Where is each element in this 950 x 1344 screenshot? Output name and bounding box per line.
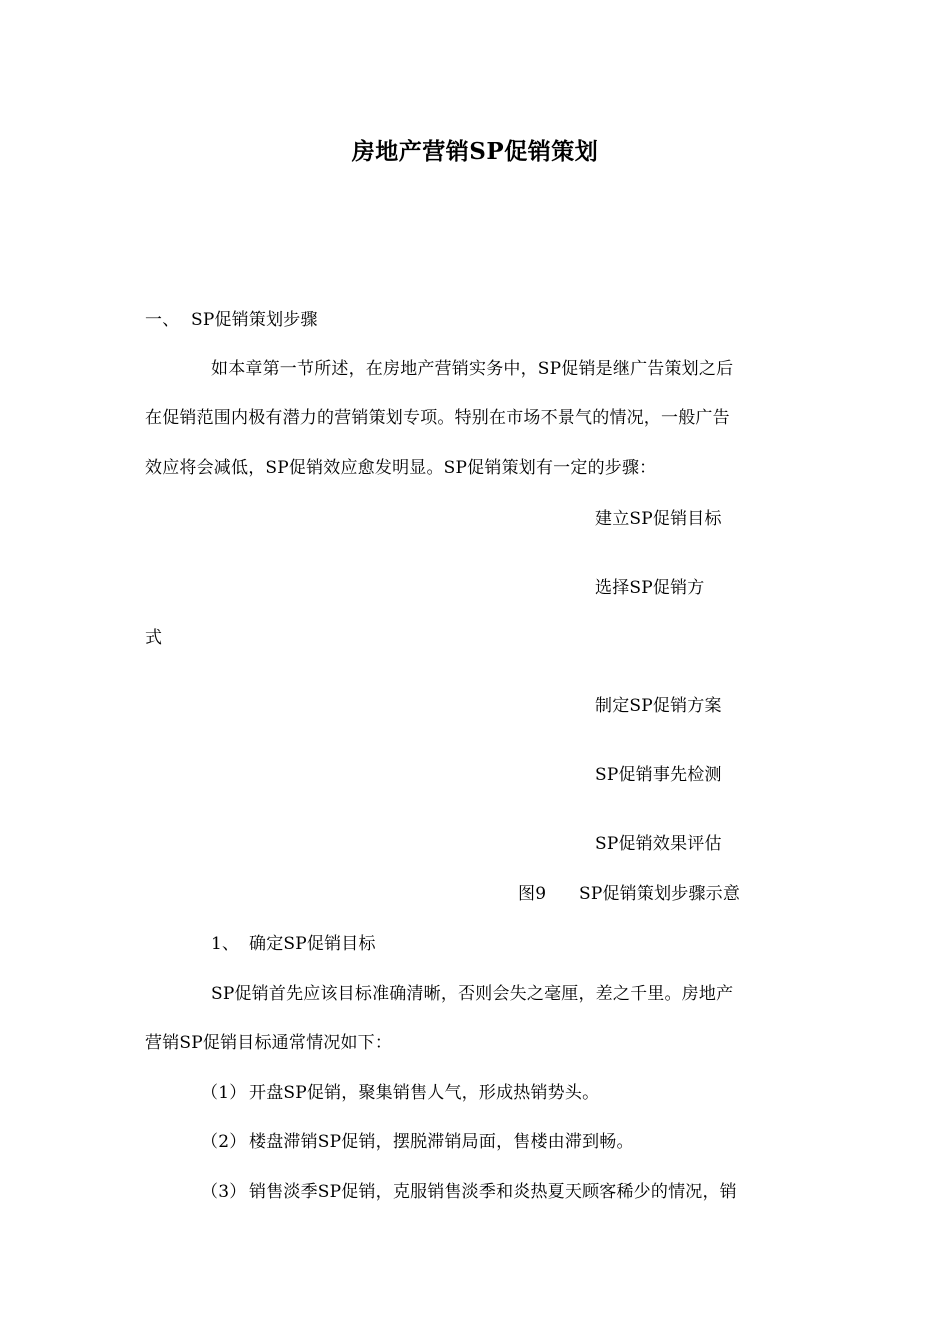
list-item-number: （1） — [201, 1083, 247, 1103]
subsection-number: 1、 — [211, 934, 240, 954]
intro-line-3: 效应将会减低，SP促销效应愈发明显。SP促销策划有一定的步骤： — [145, 458, 657, 478]
figure-step-2-wrap: 式 — [145, 628, 163, 648]
list-item-text: 楼盘滞销SP促销，摆脱滞销局面，售楼由滞到畅。 — [249, 1132, 634, 1152]
figure-step-4: SP促销事先检测 — [595, 765, 722, 785]
list-item-text: 开盘SP促销，聚集销售人气，形成热销势头。 — [249, 1083, 600, 1103]
figure-step-3: 制定SP促销方案 — [595, 696, 722, 716]
subsection-para-line-1: SP促销首先应该目标准确清晰，否则会失之毫厘，差之千里。房地产 — [211, 984, 734, 1004]
intro-line-1: 如本章第一节所述，在房地产营销实务中，SP促销是继广告策划之后 — [211, 359, 734, 379]
figure-caption-label: 图9 — [518, 884, 547, 904]
list-item-number: （3） — [201, 1182, 247, 1202]
figure-caption-text: SP促销策划步骤示意 — [579, 884, 741, 904]
subsection-para-line-2: 营销SP促销目标通常情况如下： — [145, 1033, 393, 1053]
section-number: 一、 — [145, 310, 180, 330]
intro-line-2: 在促销范围内极有潜力的营销策划专项。特别在市场不景气的情况，一般广告 — [145, 408, 730, 428]
list-item-text: 销售淡季SP促销，克服销售淡季和炎热夏天顾客稀少的情况，销 — [249, 1182, 737, 1202]
page-title: 房地产营销SP促销策划 — [351, 138, 599, 165]
figure-step-2: 选择SP促销方 — [595, 578, 705, 598]
figure-step-1: 建立SP促销目标 — [595, 509, 722, 529]
figure-step-5: SP促销效果评估 — [595, 834, 722, 854]
list-item-number: （2） — [201, 1132, 247, 1152]
section-heading: SP促销策划步骤 — [191, 310, 318, 330]
subsection-heading: 确定SP促销目标 — [249, 934, 376, 954]
